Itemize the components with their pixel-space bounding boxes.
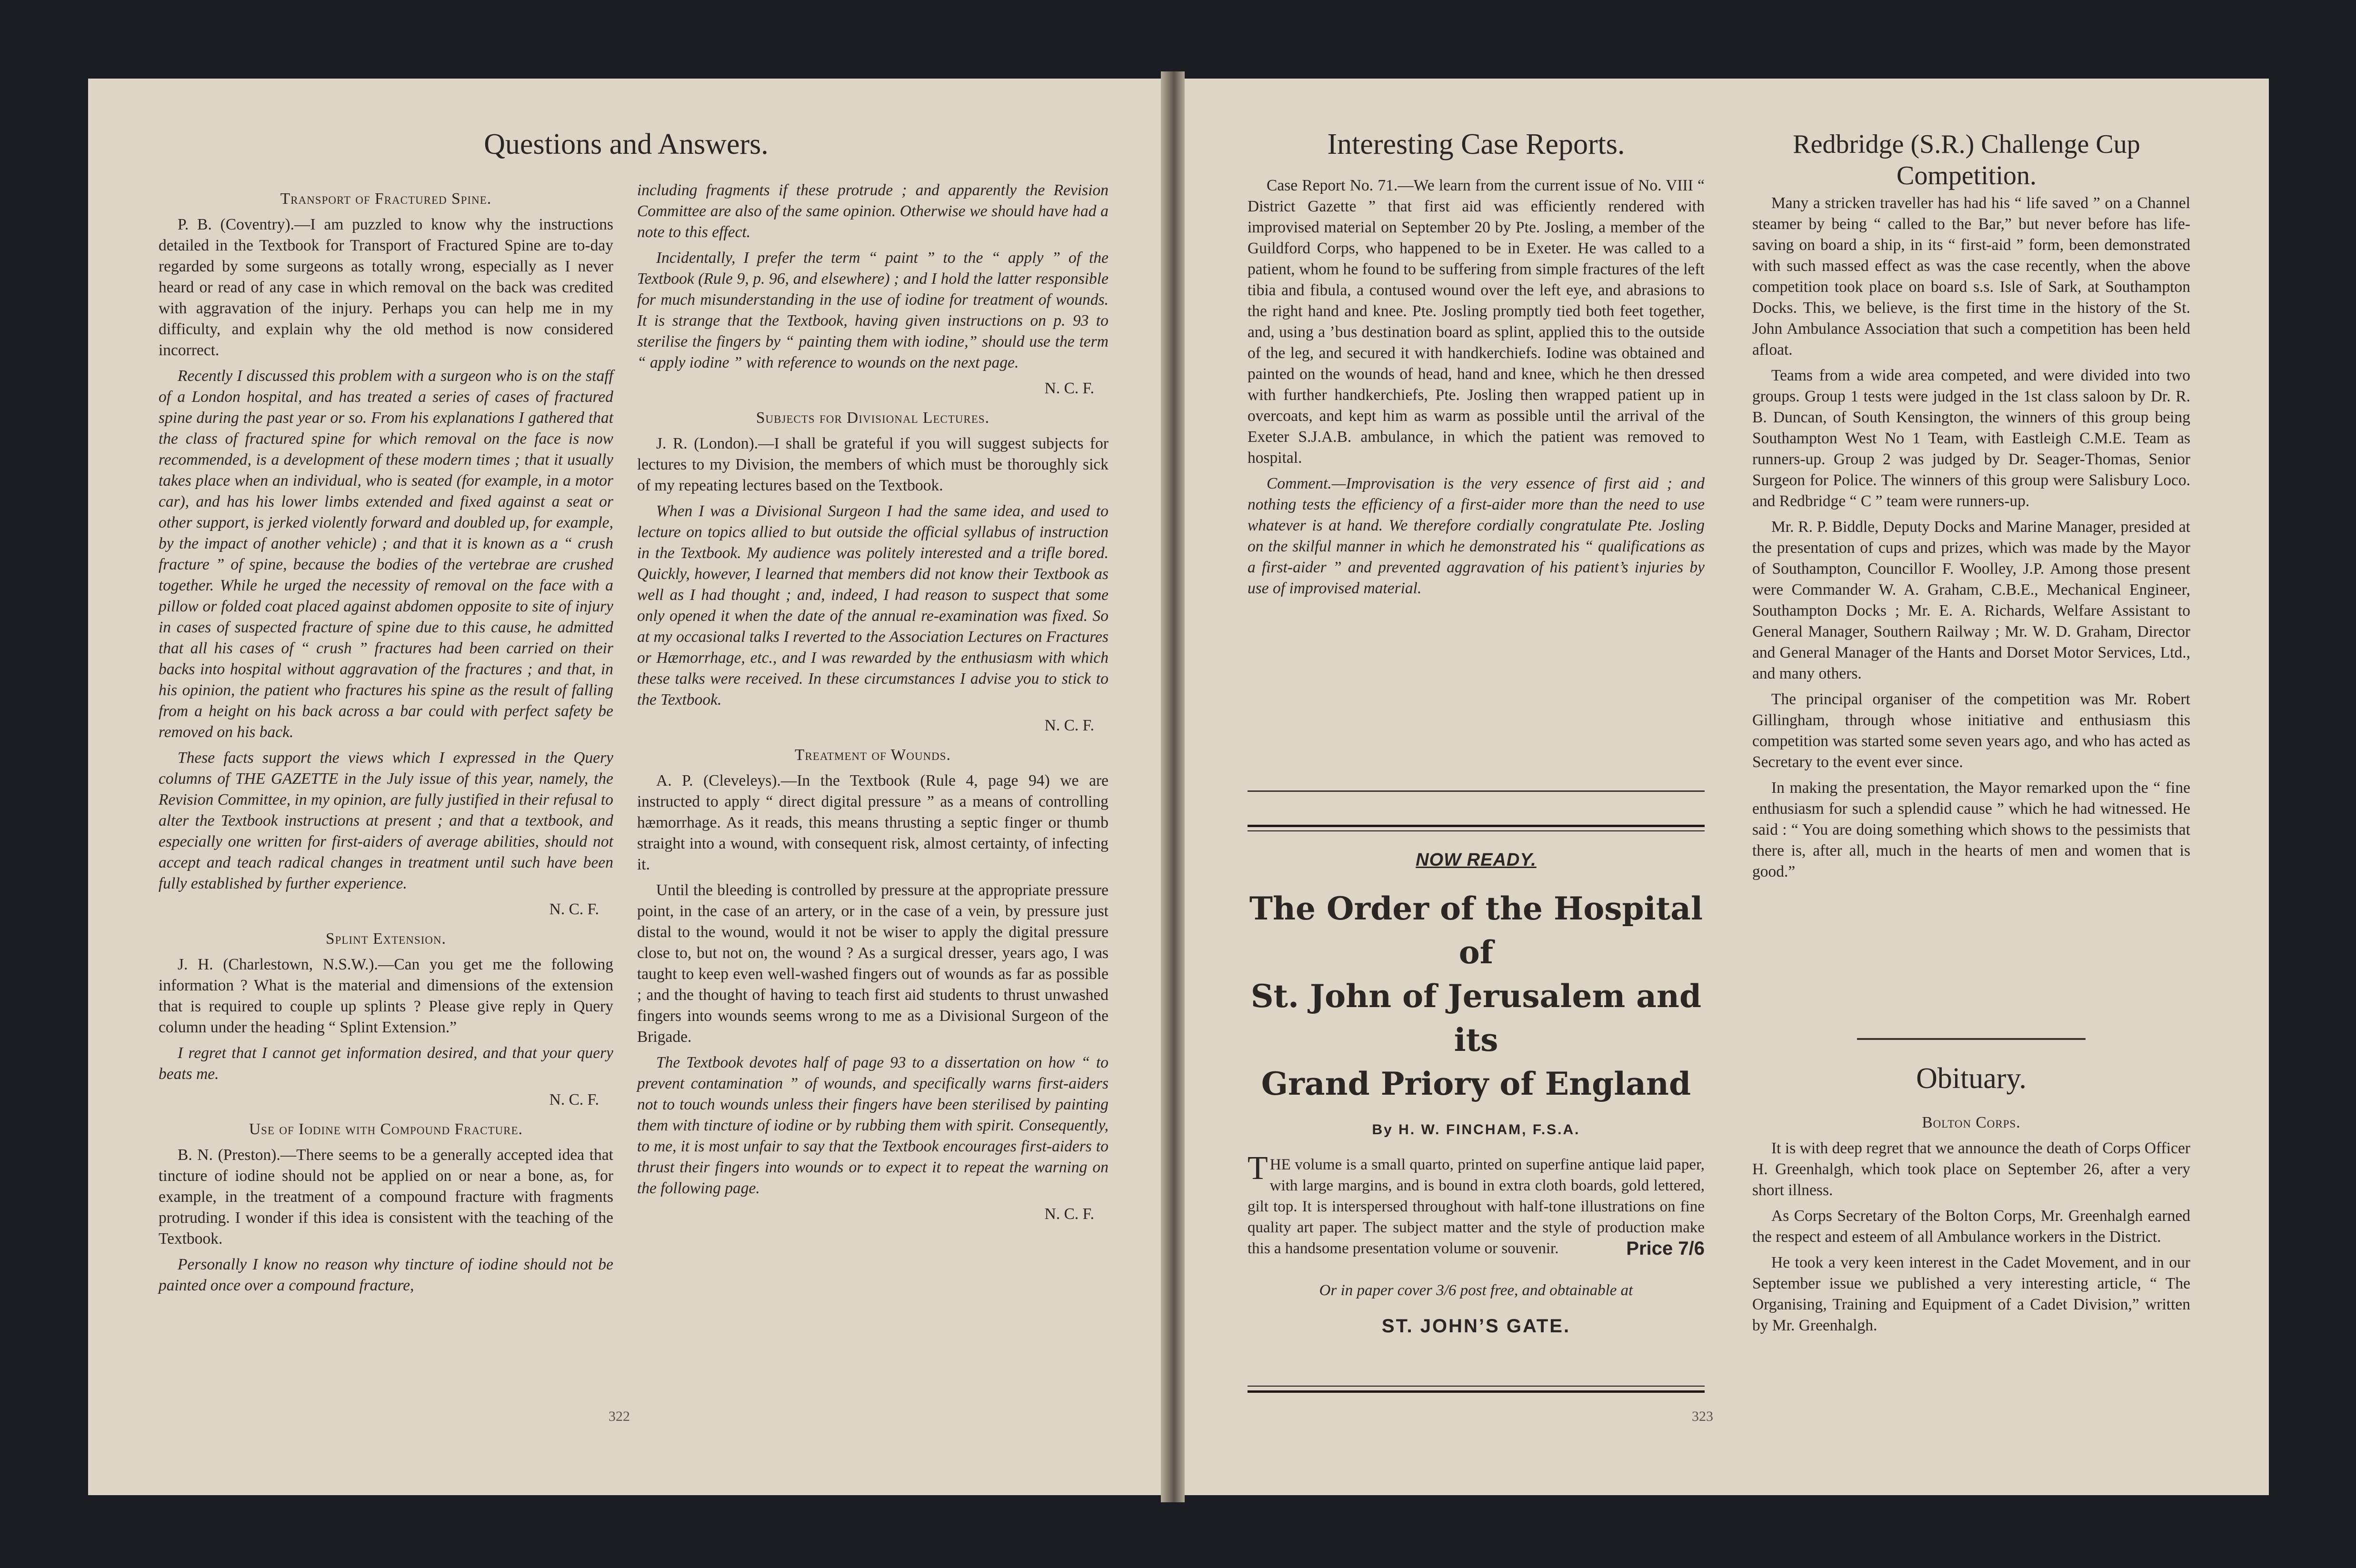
- drop-cap: T: [1248, 1150, 1268, 1187]
- paragraph: P. B. (Coventry).—I am puzzled to know why the instructions detailed in the Textbook for Transport of Fractured Spine are to-day regarded by some surgeons as totally wrong, especially as I never heard or read of any case in which removal on the back was credited with aggravation of the injury. Perhaps you can help me in my difficulty, and explain why the old method is now considered incorrect.: [159, 216, 613, 359]
- paragraph: When I was a Divisional Surgeon I had the same idea, and used to lecture on topics allied to but outside the official syllabus of instruction in the Textbook. My audience was politely interested and a trifle bored. Quickly, however, I learned that members did not know their Textbook as well as I had thought ; and, indeed, I had reason to suspect that some only opened it when the date of the annual re-examination was fixed. So at my occasional talks I reverted to the Association Lectures on Fractures or Hæmorrhage, etc., and I was rewarded by the enthusiasm with which these talks were received. In these circumstances I advise you to stick to the Textbook.: [637, 502, 1108, 709]
- case-reports-title: Interesting Case Reports.: [1327, 128, 1625, 160]
- paper-cover-note: Or in paper cover 3/6 post free, and obtainable at: [1319, 1282, 1633, 1299]
- paragraph: Mr. R. P. Biddle, Deputy Docks and Marine Manager, presided at the presentation of cups and prizes, which was made by the Mayor of Southampton, Councillor F. Woolley, J.P. Among those present were Commander W. A. Graham, C.B.E., Mechanical Engineer, Southampton Docks ; Mr. E. A. Richards, Welfare Assistant to General Manager, Southern Railway ; Mr. W. D. Graham, Director and General Manager of the Hants and Dorset Motor Services, Ltd., and many others.: [1752, 518, 2190, 682]
- signature: N. C. F.: [1044, 380, 1094, 397]
- page-number-right: 323: [1692, 1408, 1713, 1424]
- book-title: The Order of the Hospital of St. John of Jerusalem and its Grand Priory of England: [1249, 890, 1703, 1102]
- paragraph: The principal organiser of the competition was Mr. Robert Gillingham, through whose initiative and enthusiasm this competition was started some seven years ago, and who has acted as Secretary to the event ever since.: [1752, 690, 2190, 771]
- paragraph: The Textbook devotes half of page 93 to a dissertation on how “ to prevent contamination ” of wounds, and specifically warns first-aiders not to touch wounds unless their fingers have been sterilised by painting them with tincture of iodine or by rubbing them with spirit. Consequently, to me, it is most unfair to say that the Textbook encourages first-aiders to thrust their fingers into wounds or to expect it to repeat the warning on the following page.: [637, 1054, 1108, 1197]
- obituary-divider: [1857, 1038, 2086, 1040]
- now-ready-label: NOW READY.: [1416, 850, 1537, 870]
- section-heading: Bolton Corps.: [1922, 1114, 2021, 1131]
- book-gutter: [1161, 71, 1185, 1502]
- qa-column-1: [159, 180, 613, 1301]
- obituary-title: Obituary.: [1916, 1062, 2027, 1095]
- paragraph: In making the presentation, the Mayor remarked upon the “ fine enthusiasm for such a splendid cause ” which he had witnessed. He said : “ You are doing something which shows to the pessimists that there is, after all, much in the hearts of men and women that is good.”: [1752, 779, 2190, 880]
- paragraph: J. H. (Charlestown, N.S.W.).—Can you get me the following information ? What is the material and dimensions of the extension that is required to couple up splints ? Please give reply in Query column under the heading “ Splint Extension.”: [159, 956, 613, 1036]
- obituary-column: [1752, 1104, 2190, 1341]
- paragraph: As Corps Secretary of the Bolton Corps, Mr. Greenhalgh earned the respect and esteem of all Ambulance workers in the District.: [1752, 1207, 2190, 1246]
- publisher-address: ST. JOHN’S GATE.: [1381, 1316, 1571, 1337]
- signature: N. C. F.: [549, 1091, 599, 1109]
- paragraph: Personally I know no reason why tincture of iodine should not be painted once over a compound fracture,: [159, 1256, 613, 1294]
- paragraph: B. N. (Preston).—There seems to be a generally accepted idea that tincture of iodine should not be applied on or near a bone, as, for example, in the treatment of a compound fracture with fragments protruding. I wonder if this idea is consistent with the teaching of the Textbook.: [159, 1146, 613, 1248]
- section-heading: Transport of Fractured Spine.: [280, 190, 492, 208]
- paragraph: including fragments if these protrude ; and apparently the Revision Committee are also of the same opinion. Otherwise we should have had a note to this effect.: [637, 181, 1108, 241]
- paragraph: A. P. (Cleveleys).—In the Textbook (Rule 4, page 94) we are instructed to apply “ direct digital pressure ” as a means of controlling hæmorrhage. As it reads, this means thrusting a septic finger or thumb straight into a wound, with consequent risk, almost certainty, of infecting it.: [637, 772, 1108, 873]
- paragraph: It is with deep regret that we announce the death of Corps Officer H. Greenhalgh, which took place on September 26, after a very short illness.: [1752, 1139, 2190, 1199]
- section-heading: Subjects for Divisional Lectures.: [756, 409, 990, 427]
- paragraph: Case Report No. 71.—We learn from the current issue of No. VIII “ District Gazette ” that first aid was efficiently rendered with improvised material on September 20 by Pte. Josling, a member of the Guildford Corps, who happened to be in Exeter. He was called to a patient, whom he found to be suffering from simple fractures of the left tibia and fibula, a contused wound over the left eye, and abrasions to the right hand and knee. Pte. Josling promptly tied both feet together, and, using a ’bus destination board as splint, applied this to the outside of the leg, and secured it with handkerchiefs. Iodine was obtained and painted on the wounds of head, hand and knee, which he then dressed with further handkerchiefs, Pte. Josling then wrapped patient up in overcoats, and kept him as warm as possible until the arrival of the Exeter S.J.A.B. ambulance, in which the patient was removed to hospital.: [1248, 177, 1705, 467]
- book-description: THE volume is a small quarto, printed on superfine antique laid paper, with large margins, and is bound in extra cloth boards, gold lettered, gilt top. It is interspersed throughout with half-tone illustrations on fine quality art paper. The subject matter and the style of production make this a handsome presentation volume or souvenir. Price 7/6: [1248, 1150, 1705, 1259]
- book-advertisement: [1248, 807, 1705, 1337]
- paragraph: Recently I discussed this problem with a surgeon who is on the staff of a London hospital, and has treated a series of cases of fractured spine during the past year or so. From his explanations I gathered that the class of fractured spine for which removal on the face is now recommended, is a development of these modern times ; that it usually takes place when an individual, who is seated (for example, in a motor car), and has his lower limbs extended and fixed against a seat or other support, is jerked violently forward and doubled up, for example, by the impact of another vehicle) ; and that it is known as a “ crush fracture ” of spine, because the bodies of the vertebrae are crushed together. While he urged the necessity of removal on the face with a pillow or folded coat placed against abdomen opposite to site of injury in cases of suspected fracture of spine due to this cause, he admitted that all his cases of “ crush ” fractures had been carried on their backs into hospital without aggravation of the fractures ; and that, in his opinion, the patient who fractures his spine as the result of falling from a height on his back across a bar could with perfect safety be removed on his back.: [159, 367, 613, 741]
- questions-answers-title: Questions and Answers.: [484, 128, 769, 160]
- paragraph: These facts support the views which I expressed in the Query columns of THE GAZETTE in the July issue of this year, namely, the Revision Committee, in my opinion, are fully justified in their refusal to alter the Textbook instructions at present ; and that a textbook, and especially one written for first-aiders of average abilities, should not accept and teach radical changes in treatment until such have been fully established by further experience.: [159, 749, 613, 892]
- paragraph: I regret that I cannot get information desired, and that your query beats me.: [159, 1044, 613, 1083]
- section-heading: Treatment of Wounds.: [795, 746, 951, 764]
- signature: N. C. F.: [1044, 717, 1094, 734]
- paragraph: J. R. (London).—I shall be grateful if you will suggest subjects for lectures to my Division, the members of which must be thoroughly sick of my repeating lectures based on the Textbook.: [637, 435, 1108, 494]
- paragraph: Many a stricken traveller has had his “ life saved ” on a Channel steamer by being “ called to the Bar,” but never before has life-saving on board a ship, in its “ first-aid ” form, been demonstrated with such massed effect as was the case recently, when the above competition took place on board s.s. Isle of Sark, at Southampton Docks. This, we believe, is the first time in the history of the St. John Ambulance Association that such a competition has been held afloat.: [1752, 194, 2190, 359]
- section-heading: Use of Iodine with Compound Fracture.: [249, 1120, 523, 1138]
- qa-column-2: [637, 180, 1108, 1230]
- section-heading: Splint Extension.: [326, 930, 446, 948]
- paragraph: Until the bleeding is controlled by pressure at the appropriate pressure point, in the case of an artery, or in the case of a vein, by pressure just distal to the wound, would it not be wiser to apply the digital pressure close to, but not on, the wound ? As a surgical dresser, years ago, I was taught to keep even well-washed fingers out of wounds as far as possible ; and the thought of having to teach first aid students to thrust unwashed fingers into wounds seems wrong to me as a Divisional Surgeon of the Brigade.: [637, 881, 1108, 1046]
- case-reports-column: [1248, 175, 1705, 604]
- signature: N. C. F.: [549, 900, 599, 918]
- signature: N. C. F.: [1044, 1205, 1094, 1223]
- paragraph: He took a very keen interest in the Cadet Movement, and in our September issue we published a very interesting article, “ The Organising, Training and Equipment of a Cadet Division,” written by Mr. Greenhalgh.: [1752, 1254, 2190, 1334]
- book-price: Price 7/6: [1626, 1238, 1705, 1259]
- book-author: By H. W. FINCHAM, F.S.A.: [1372, 1122, 1580, 1138]
- redbridge-title: Redbridge (S.R.) Challenge Cup Competition.: [1793, 130, 2140, 190]
- redbridge-column: [1752, 193, 2190, 887]
- paragraph: Teams from a wide area competed, and were divided into two groups. Group 1 tests were judged in the 1st class saloon by Dr. R. B. Duncan, of South Kensington, the winners of this group being Southampton West No 1 Team, with Eastleigh C.M.E. Team as runners-up. Group 2 was judged by Dr. Seager-Thomas, Senior Surgeon for Police. The winners of this group were Salisbury Loco. and Redbridge “ C ” team were runners-up.: [1752, 367, 2190, 510]
- paragraph: Comment.—Improvisation is the very essence of first aid ; and nothing tests the efficiency of a first-aider more than the need to use whatever is at hand. We therefore cordially congratulate Pte. Josling on the skilful manner in which he demonstrated his “ qualifications as a first-aider ” and prevented aggravation of his patient’s injuries by use of improvised material.: [1248, 475, 1705, 597]
- section-divider: [1248, 790, 1705, 792]
- paragraph: Incidentally, I prefer the term “ paint ” to the “ apply ” of the Textbook (Rule 9, p. 96, and elsewhere) ; and I hold the latter responsible for much misunderstanding in the use of iodine for treatment of wounds. It is strange that the Textbook, having given instructions on p. 93 to sterilise the fingers by “ painting them with iodine,” should use the term “ apply iodine ” with reference to wounds on the next page.: [637, 249, 1108, 371]
- page-number-left: 322: [609, 1408, 630, 1424]
